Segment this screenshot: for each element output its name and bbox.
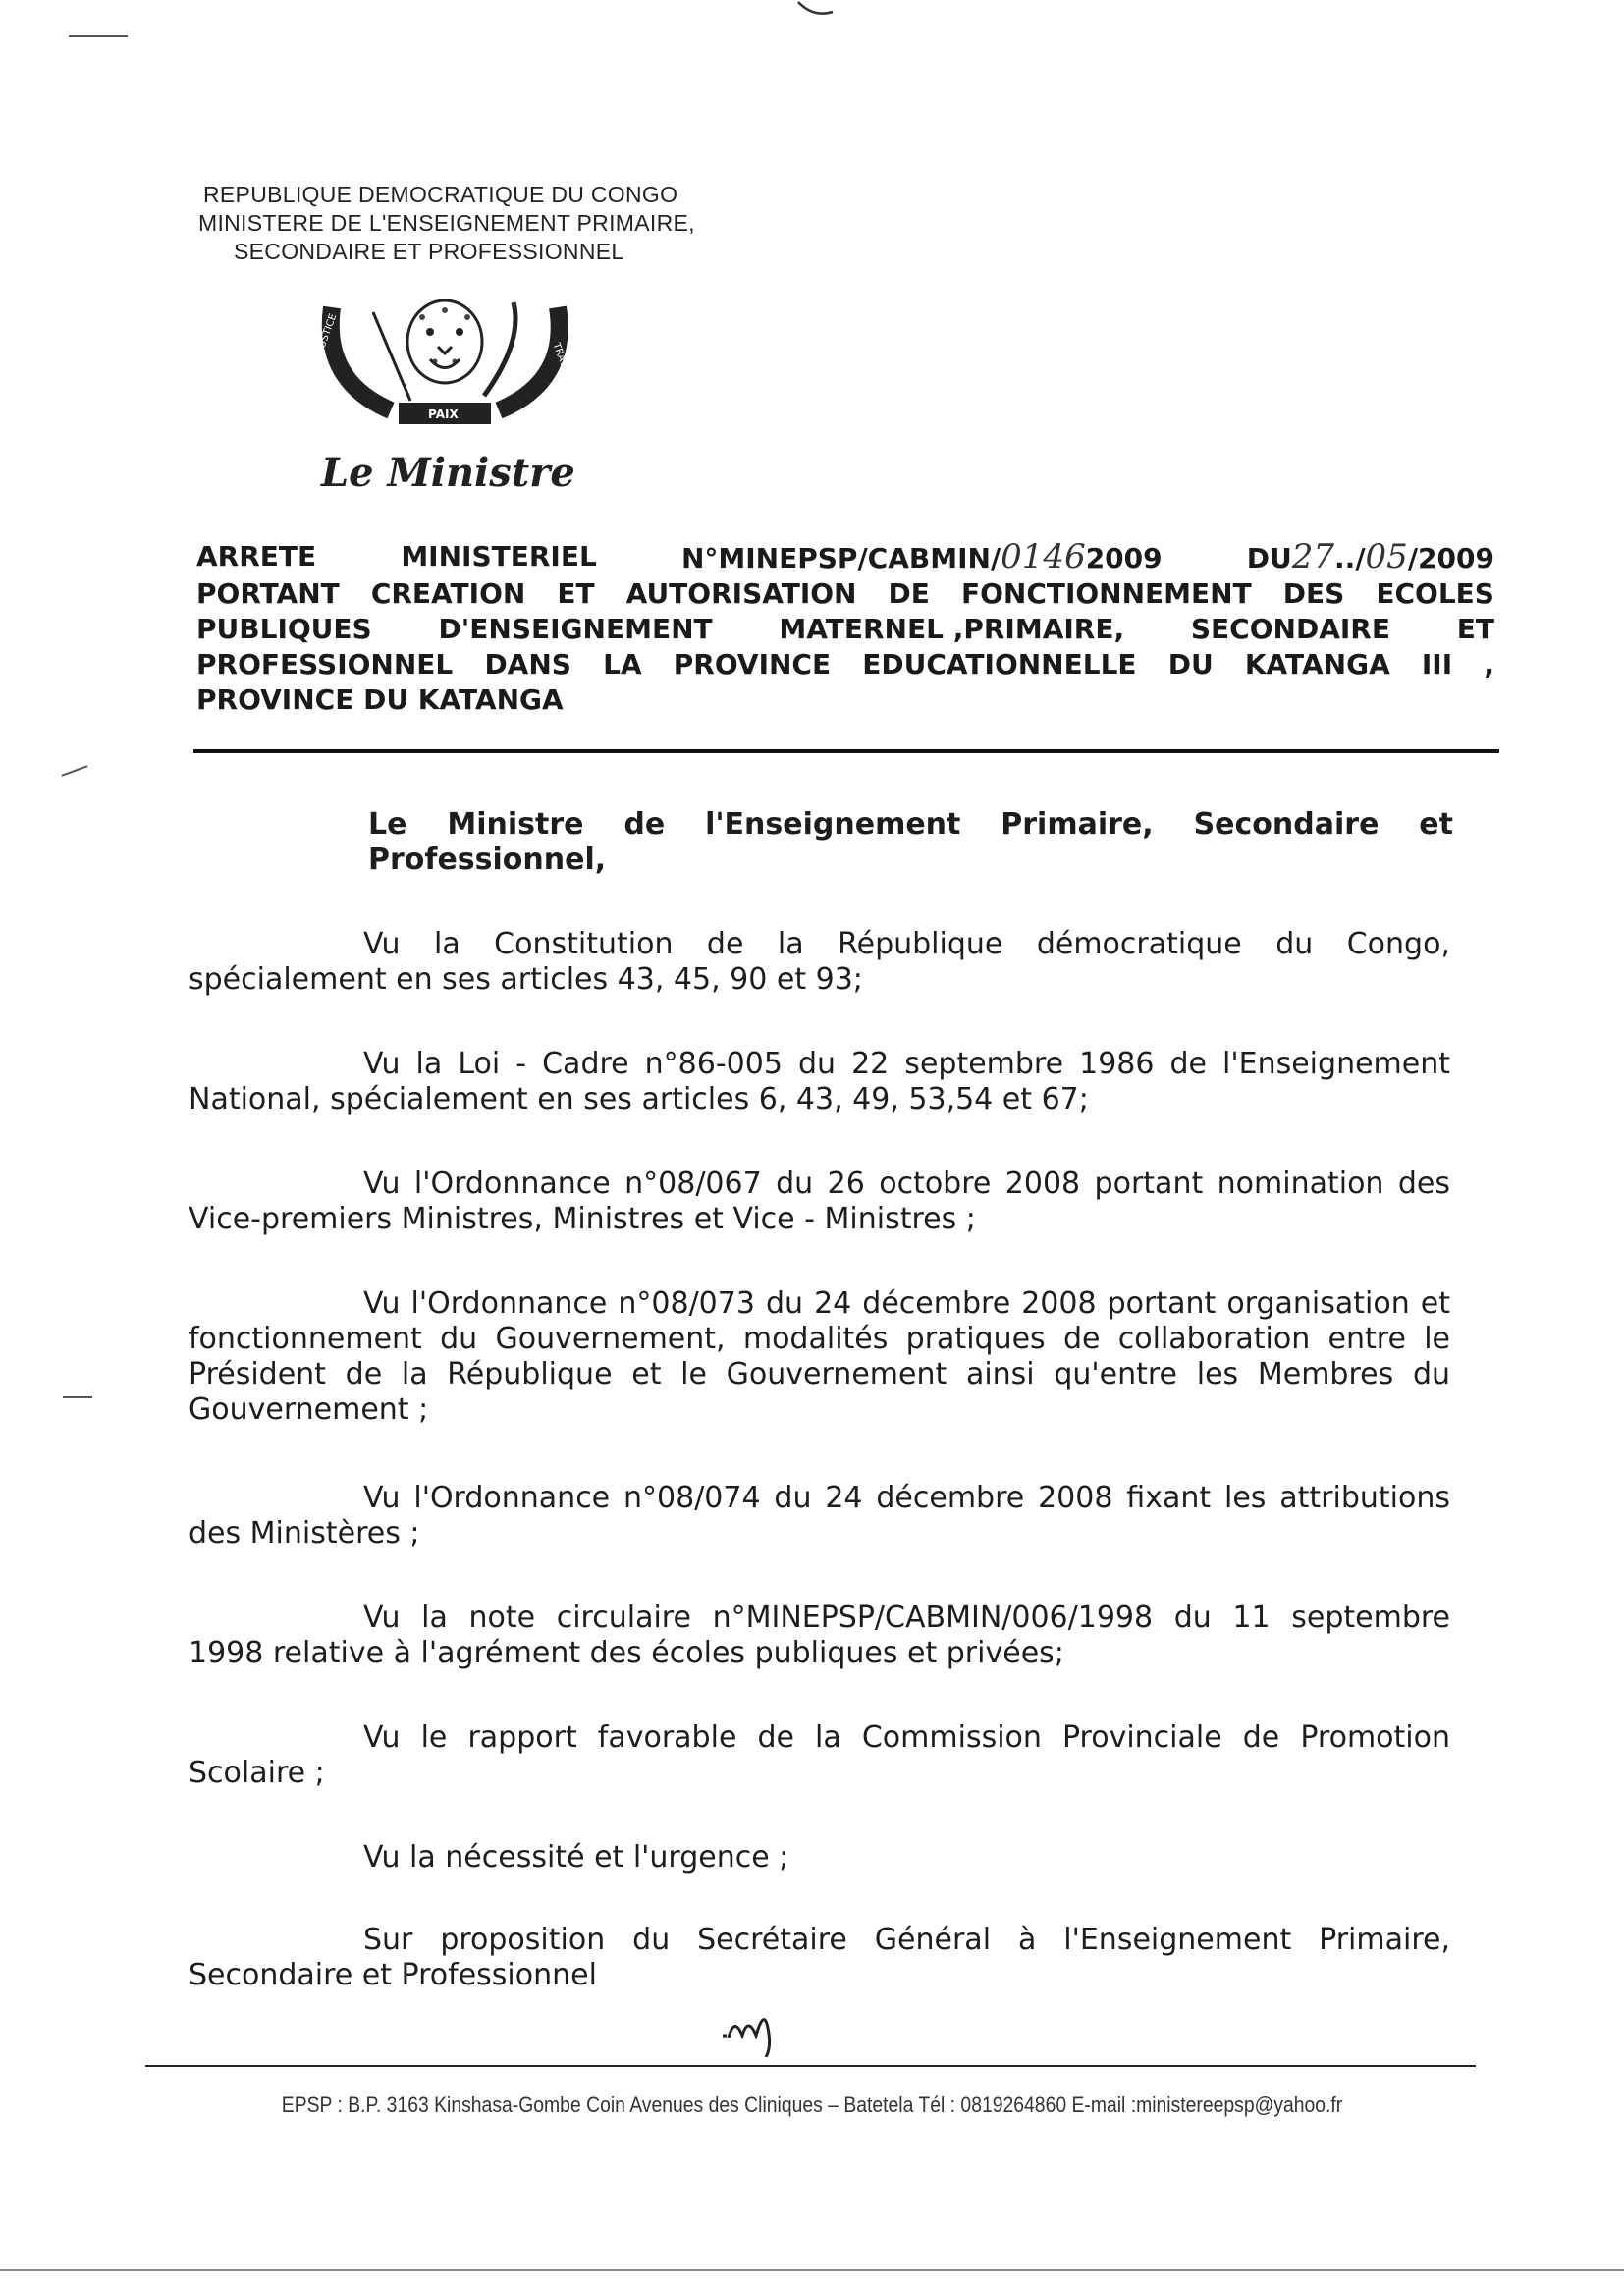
title-word: LA bbox=[603, 648, 642, 680]
title-word: PROVINCE bbox=[673, 648, 832, 680]
title-word: DES bbox=[1282, 577, 1345, 610]
title-word: MINISTERIEL bbox=[401, 540, 597, 572]
consideration-paragraph bbox=[189, 927, 1450, 998]
title-word: ARRETE bbox=[196, 540, 317, 572]
title-word: DU bbox=[1167, 648, 1214, 680]
title-word: D'ENSEIGNEMENT bbox=[438, 613, 713, 645]
consideration-paragraph bbox=[189, 1167, 1450, 1237]
title-word: FONCTIONNEMENT bbox=[960, 577, 1252, 610]
title-word: ET bbox=[557, 577, 595, 610]
decree-year: 2009 bbox=[1085, 542, 1163, 574]
consideration-paragraph bbox=[189, 1481, 1450, 1551]
title-divider bbox=[193, 749, 1499, 753]
title-word: DANS bbox=[484, 648, 571, 680]
handwritten-mark bbox=[793, 0, 852, 20]
handwritten-day: 27 bbox=[1291, 537, 1335, 576]
scan-mark bbox=[69, 35, 128, 37]
title-word: CREATION bbox=[370, 577, 526, 610]
consideration-paragraph bbox=[189, 1286, 1450, 1428]
decree-title-line: PROVINCE DU KATANGA bbox=[196, 683, 564, 716]
paragraph-text: Vu l'Ordonnance n°08/074 du 24 décembre 2008 fixant les attributions des Ministères ; bbox=[189, 1481, 1450, 1550]
title-word: PORTANT bbox=[196, 577, 340, 610]
consideration-paragraph bbox=[189, 1923, 1450, 1993]
paragraph-text: Vu le rapport favorable de la Commission Provinciale de Promotion Scolaire ; bbox=[189, 1720, 1450, 1790]
consideration-paragraph bbox=[189, 1720, 1450, 1791]
letterhead-ministry: MINISTERE DE L'ENSEIGNEMENT PRIMAIRE, bbox=[198, 210, 695, 236]
title-word: MATERNEL ,PRIMAIRE, bbox=[779, 613, 1125, 645]
paragraph-text: Sur proposition du Secrétaire Général à l'Enseignement Primaire, Secondaire et Professionnel bbox=[189, 1923, 1450, 1992]
paragraph-text: Vu la nécessité et l'urgence ; bbox=[363, 1840, 789, 1875]
handwritten-number: 0146 bbox=[1001, 537, 1086, 576]
paragraph-text: Vu la Constitution de la République démocratique du Congo, spécialement en ses articles 43, 45, 90 et 93; bbox=[189, 927, 1450, 997]
decree-title bbox=[196, 539, 1494, 718]
title-word: N°MINEPSP/CABMIN/ bbox=[680, 542, 1001, 574]
consideration-paragraph bbox=[189, 1601, 1450, 1671]
title-word: KATANGA bbox=[1244, 648, 1390, 680]
consideration-paragraph bbox=[189, 1047, 1450, 1117]
title-word: DE bbox=[888, 577, 930, 610]
ribbon-left-text: JUSTICE bbox=[315, 312, 340, 353]
title-word: PUBLIQUES bbox=[196, 613, 372, 645]
decree-date: DU27../05/2009 bbox=[1246, 537, 1494, 576]
title-word: EDUCATIONNELLE bbox=[862, 648, 1137, 680]
letterhead-ministry-cont: SECONDAIRE ET PROFESSIONNEL bbox=[234, 239, 624, 264]
title-word: SECONDAIRE bbox=[1190, 613, 1390, 645]
paragraph-text: Vu la note circulaire n°MINEPSP/CABMIN/006/1998 du 11 septembre 1998 relative à l'agrément des écoles publiques et privées; bbox=[189, 1601, 1450, 1670]
footer-divider bbox=[145, 2065, 1476, 2067]
scan-mark bbox=[63, 1396, 92, 1398]
letterhead-republic: REPUBLIQUE DEMOCRATIQUE DU CONGO bbox=[203, 182, 678, 207]
decree-title-line bbox=[196, 576, 1494, 612]
paragraph-text: Vu l'Ordonnance n°08/067 du 26 octobre 2008 portant nomination des Vice-premiers Ministres, Ministres et Vice - Ministres ; bbox=[189, 1167, 1450, 1236]
paragraph-text: Vu l'Ordonnance n°08/073 du 24 décembre 2008 portant organisation et fonctionnement du Gouvernement, modalités pratiques de collaboration entre le Président de la République et le Gouvernement ainsi qu'entre les Membres du Gouvernement ; bbox=[189, 1286, 1450, 1427]
handwritten-initials bbox=[717, 1998, 805, 2057]
decree-year-2: /2009 bbox=[1407, 542, 1494, 574]
page-edge bbox=[0, 2269, 1624, 2271]
decree-number bbox=[681, 539, 1163, 576]
ribbon-right-text: TRAVAIL bbox=[550, 341, 574, 383]
title-word: III bbox=[1421, 648, 1453, 680]
paragraph-text: Vu la Loi - Cadre n°86-005 du 22 septembre 1986 de l'Enseignement National, spécialement en ses articles 6, 43, 49, 53,54 et 67; bbox=[189, 1047, 1450, 1116]
title-word: PROFESSIONNEL bbox=[196, 648, 454, 680]
handwritten-month: 05 bbox=[1365, 537, 1408, 576]
title-word: AUTORISATION bbox=[625, 577, 857, 610]
title-word: ECOLES bbox=[1376, 577, 1494, 610]
signature-title: Le Ministre bbox=[321, 450, 575, 496]
footer-contact: EPSP : B.P. 3163 Kinshasa-Gombe Coin Avenues des Cliniques – Batetela Tél : 0819264860 E-mail :ministereepsp@yahoo.fr bbox=[281, 2093, 1343, 2117]
title-word: ET bbox=[1456, 613, 1494, 645]
title-word: , bbox=[1484, 648, 1494, 680]
du-label: DU bbox=[1246, 542, 1292, 574]
ribbon-bottom-text: PAIX bbox=[428, 408, 459, 421]
decree-title-line bbox=[196, 539, 1494, 576]
decree-title-line bbox=[196, 647, 1494, 682]
scan-mark bbox=[62, 765, 88, 776]
leopard-emblem-icon bbox=[312, 283, 577, 430]
consideration-paragraph bbox=[189, 1840, 1450, 1875]
minister-heading: Le Ministre de l'Enseignement Primaire, Secondaire et Professionnel, bbox=[368, 807, 1453, 877]
decree-title-line bbox=[196, 612, 1494, 647]
